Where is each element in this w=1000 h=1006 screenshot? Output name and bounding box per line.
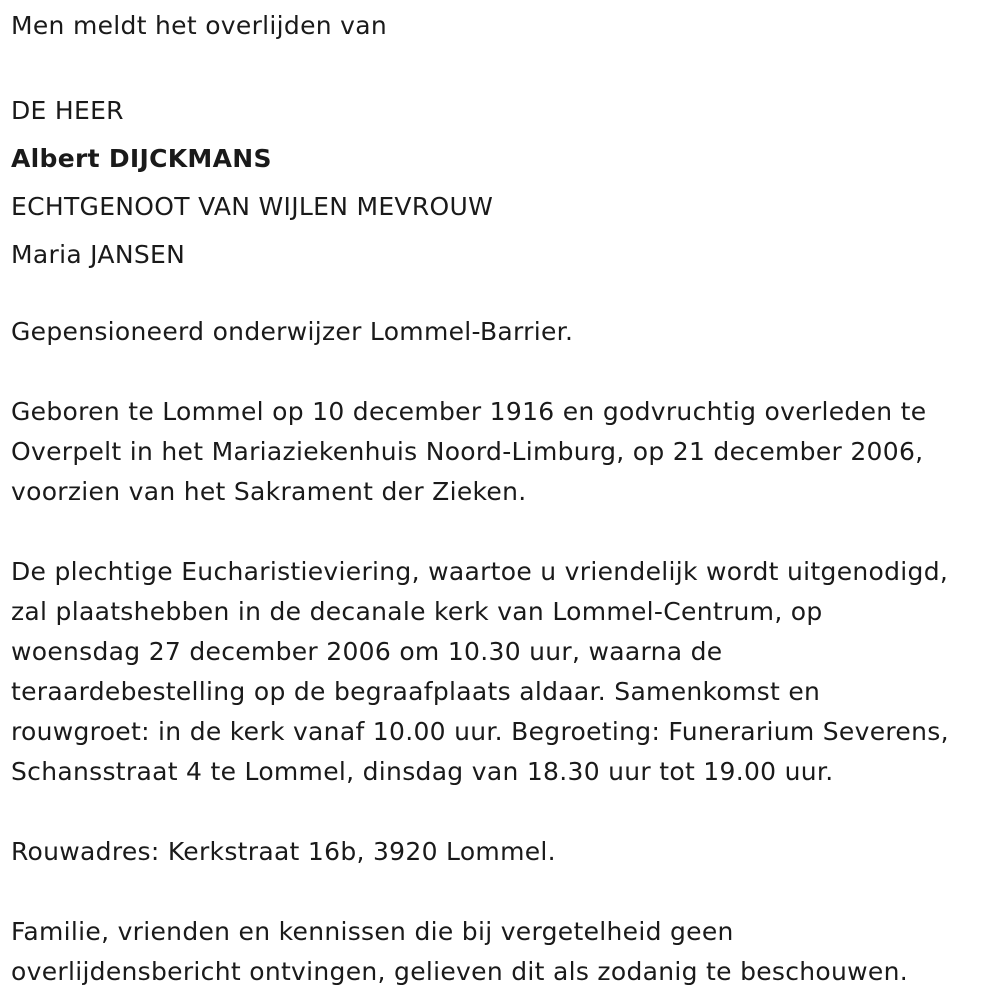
paragraph-line: teraardebestelling op de begraafplaats aldaar. Samenkomst en: [11, 677, 821, 706]
deceased-name: Albert DIJCKMANS: [11, 144, 272, 173]
intro-text: Men meldt het overlijden van: [11, 11, 388, 40]
spouse-name: Maria JANSEN: [11, 240, 186, 269]
paragraph-line: woensdag 27 december 2006 om 10.30 uur, waarna de: [11, 637, 723, 666]
paragraph-line: Familie, vrienden en kennissen die bij vergetelheid geen: [11, 917, 734, 946]
paragraph-line: overlijdensbericht ontvingen, gelieven dit als zodanig te beschouwen.: [11, 957, 908, 986]
occupation-text: Gepensioneerd onderwijzer Lommel-Barrier.: [11, 317, 574, 346]
spacer: [11, 352, 1000, 392]
paragraph-line: voorzien van het Sakrament der Zieken.: [11, 477, 527, 506]
spacer: [11, 44, 1000, 87]
paragraph-line: rouwgroet: in de kerk vanaf 10.00 uur. Begroeting: Funerarium Severens,: [11, 717, 949, 746]
paragraph-line: zal plaatshebben in de decanale kerk van Lommel-Centrum, op: [11, 597, 823, 626]
title-text: DE HEER: [11, 96, 124, 125]
spacer: [11, 279, 1000, 312]
ceremony-paragraph: [11, 552, 1000, 792]
spacer: [11, 872, 1000, 912]
spacer: [11, 792, 1000, 832]
name-block: [11, 87, 1000, 279]
paragraph-line: De plechtige Eucharistieviering, waartoe u vriendelijk wordt uitgenodigd,: [11, 557, 949, 586]
birth-death-paragraph: [11, 392, 1000, 512]
spacer: [11, 512, 1000, 552]
paragraph-line: Overpelt in het Mariaziekenhuis Noord-Limburg, op 21 december 2006,: [11, 437, 924, 466]
spouse-relation: ECHTGENOOT VAN WIJLEN MEVROUW: [11, 192, 494, 221]
paragraph-line: Schansstraat 4 te Lommel, dinsdag van 18.30 uur tot 19.00 uur.: [11, 757, 834, 786]
closing-paragraph: [11, 912, 1000, 992]
mourning-address: Rouwadres: Kerkstraat 16b, 3920 Lommel.: [11, 837, 556, 866]
paragraph-line: Geboren te Lommel op 10 december 1916 en godvruchtig overleden te: [11, 397, 927, 426]
